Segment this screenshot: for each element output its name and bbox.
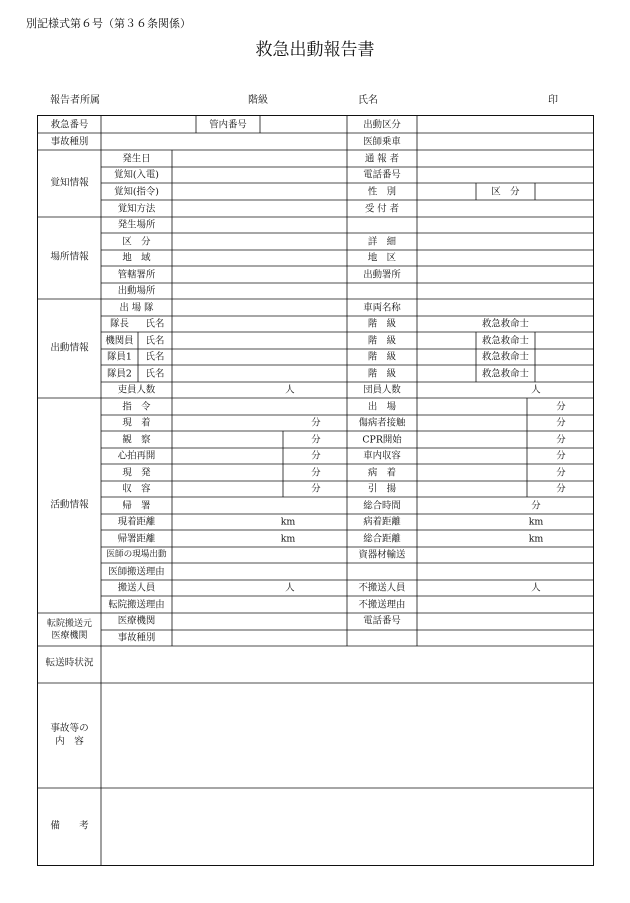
- transfer-phone-label: 電話番号: [363, 615, 401, 627]
- engineer-name-label: 氏名: [145, 335, 165, 347]
- captain-paramedic-label: 救急救命士: [482, 318, 529, 330]
- total-distance-label: 総合距離: [363, 533, 401, 545]
- member1-paramedic-label: 救急救命士: [482, 351, 529, 363]
- doctor-onsite-label: 医師の現場出動: [106, 549, 167, 560]
- captain-rank-label: 階 級: [367, 318, 397, 330]
- staff-count-label: 吏員人数: [117, 384, 156, 396]
- arrival-distance-label: 現着距離: [117, 516, 156, 528]
- return-label: 帰 署: [122, 500, 151, 512]
- equipment-transport-label: 資器材輸送: [358, 549, 406, 561]
- departure-label: 現 発: [122, 467, 151, 479]
- return-distance-label: 帰署距離: [117, 533, 156, 545]
- incident-content-label: 事故等の 内 容: [50, 723, 89, 747]
- hospital-distance-label: 病着距離: [363, 516, 401, 528]
- patient-contact-label: 傷病者接触: [358, 417, 406, 429]
- arrival-distance-unit: km: [280, 516, 296, 528]
- member2-label: 隊員2: [107, 368, 132, 380]
- transport-status-label: 転送時状況: [45, 657, 94, 669]
- member2-paramedic-label: 救急救命士: [482, 368, 529, 380]
- awareness-command-label: 覚知(指令): [114, 186, 159, 198]
- engineer-rank-label: 階 級: [367, 335, 397, 347]
- page-title: 救急出動報告書: [255, 40, 375, 60]
- dispatch-time-label: 出 場: [367, 401, 397, 413]
- doctor-on-board-label: 医師乗車: [363, 136, 401, 148]
- return-distance-unit: km: [280, 533, 296, 545]
- withdrawal-minute-unit: 分: [556, 483, 566, 495]
- departure-minute-unit: 分: [311, 467, 321, 479]
- details-label: 詳 細: [367, 236, 397, 248]
- transfer-incident-type-label: 事故種別: [117, 632, 156, 644]
- doctor-transport-reason-label: 医師搬送理由: [108, 566, 165, 578]
- district-number-label: 管内番号: [209, 119, 247, 131]
- activity-section-label: 活動情報: [50, 499, 89, 511]
- category-label: 区 分: [491, 186, 520, 198]
- occurrence-date-label: 発生日: [122, 153, 151, 165]
- vehicle-name-label: 車両名称: [363, 302, 401, 314]
- captain-label: 隊長: [110, 318, 129, 330]
- cpr-start-minute-unit: 分: [556, 434, 566, 446]
- receiver-label: 受 付 者: [364, 203, 400, 215]
- medical-institution-label: 医療機関: [117, 615, 156, 627]
- transported-people-unit: 人: [285, 582, 295, 594]
- arrival-label: 現 着: [122, 417, 151, 429]
- dispatch-place-label: 出動場所: [117, 285, 156, 297]
- dispatch-office-label: 出動署所: [363, 269, 401, 281]
- district-label: 地 区: [367, 252, 397, 264]
- form-number-note: 別記様式第６号（第３６条関係）: [26, 17, 191, 30]
- remarks-label: 備 考: [50, 820, 89, 832]
- gender-label: 性 別: [367, 186, 397, 198]
- member2-name-label: 氏名: [145, 368, 165, 380]
- captain-name-label: 氏名: [145, 318, 165, 330]
- transfer-section-label: 転院搬送元 医療機関: [46, 618, 92, 641]
- phone-number-label: 電話番号: [363, 169, 401, 181]
- non-transported-people-unit: 人: [531, 582, 541, 594]
- command-label: 指 令: [122, 401, 151, 413]
- jurisdiction-office-label: 管轄署所: [117, 269, 156, 281]
- awareness-section-label: 覚知情報: [50, 177, 89, 189]
- reporter-name-label: 氏名: [358, 95, 378, 106]
- cpr-start-label: CPR開始: [362, 434, 402, 446]
- area-label: 地 域: [122, 252, 151, 264]
- hospital-arrival-label: 病 着: [367, 467, 397, 479]
- admission-minute-unit: 分: [311, 483, 321, 495]
- total-time-minute-unit: 分: [531, 500, 541, 512]
- admission-label: 収 容: [122, 483, 151, 495]
- observation-label: 観 察: [122, 434, 151, 446]
- patient-contact-minute-unit: 分: [556, 417, 566, 429]
- non-transport-reason-label: 不搬送理由: [358, 599, 406, 611]
- reporter-affiliation-label: 報告者所属: [50, 95, 100, 106]
- awareness-method-label: 覚知方法: [117, 203, 156, 215]
- withdrawal-label: 引 揚: [367, 483, 397, 495]
- arrival-minute-unit: 分: [311, 417, 321, 429]
- hospital-distance-unit: km: [528, 516, 544, 528]
- transported-people-label: 搬送人員: [117, 582, 156, 594]
- engineer-label: 機関員: [105, 335, 134, 347]
- total-distance-unit: km: [528, 533, 544, 545]
- in-vehicle-admission-label: 車内収容: [363, 450, 401, 462]
- engineer-paramedic-label: 救急救命士: [482, 335, 529, 347]
- rescue-number-label: 救急番号: [50, 119, 89, 131]
- incident-type-label: 事故種別: [50, 136, 89, 148]
- heart-restart-label: 心拍再開: [117, 450, 156, 462]
- seal-label: 印: [548, 95, 558, 106]
- location-category-label: 区 分: [122, 236, 151, 248]
- awareness-call-label: 覚知(入電): [114, 169, 159, 181]
- in-vehicle-minute-unit: 分: [556, 450, 566, 462]
- heart-restart-minute-unit: 分: [311, 450, 321, 462]
- dispatch-type-label: 出動区分: [363, 119, 401, 131]
- non-transported-people-label: 不搬送人員: [358, 582, 406, 594]
- dispatched-unit-label: 出 場 隊: [119, 302, 154, 314]
- occurrence-place-label: 発生場所: [117, 219, 156, 231]
- reporter-label: 通 報 者: [364, 153, 400, 165]
- member1-rank-label: 階 級: [367, 351, 397, 363]
- dispatch-section-label: 出動情報: [50, 342, 89, 354]
- dispatch-minute-unit: 分: [556, 401, 566, 413]
- reporter-rank-label: 階級: [248, 95, 268, 106]
- transfer-reason-label: 転院搬送理由: [108, 599, 165, 611]
- observation-minute-unit: 分: [311, 434, 321, 446]
- member-count-unit: 人: [531, 384, 541, 396]
- report-form: [37, 115, 594, 866]
- staff-count-unit: 人: [285, 384, 295, 396]
- hospital-arrival-minute-unit: 分: [556, 467, 566, 479]
- total-time-label: 総合時間: [363, 500, 401, 512]
- member1-name-label: 氏名: [145, 351, 165, 363]
- member1-label: 隊員1: [107, 351, 132, 363]
- location-section-label: 場所情報: [50, 251, 89, 263]
- member2-rank-label: 階 級: [367, 368, 397, 380]
- member-count-label: 団員人数: [363, 384, 401, 396]
